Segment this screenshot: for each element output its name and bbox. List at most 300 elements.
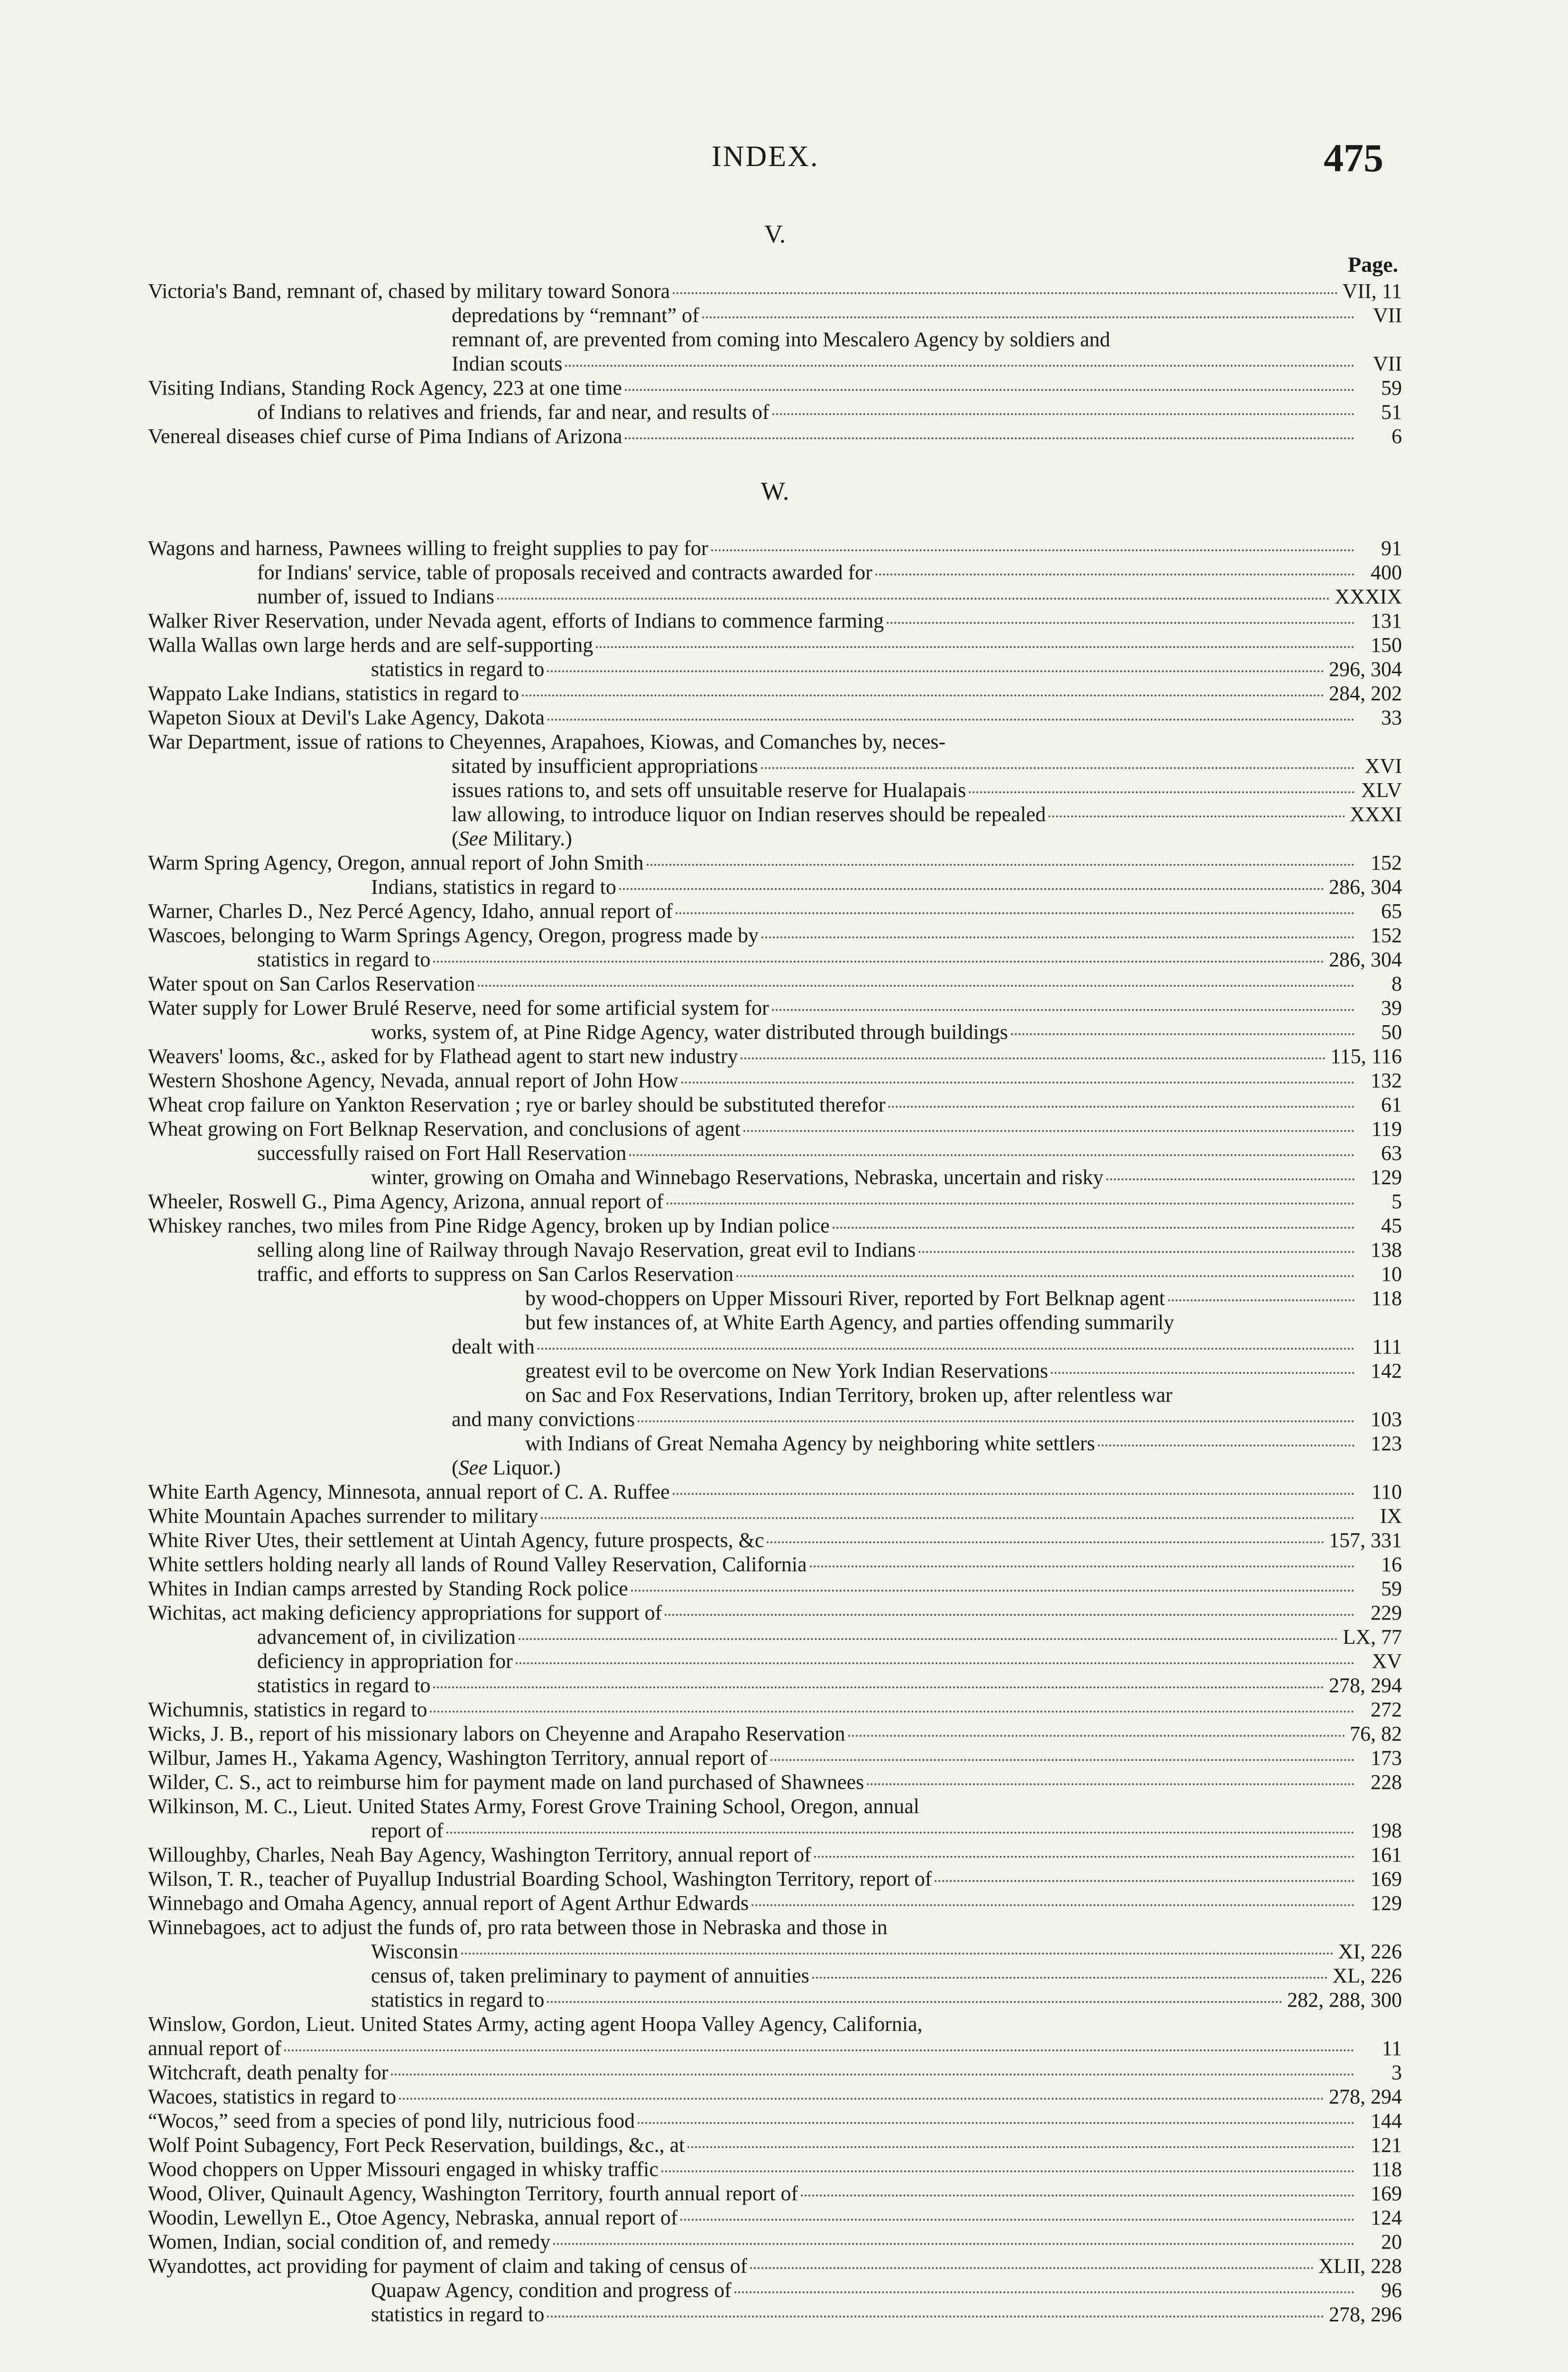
dot-leader xyxy=(1106,1178,1355,1180)
entry-page: 61 xyxy=(1381,1093,1402,1116)
entry-text: sitated by insufficient appropriations xyxy=(452,754,758,778)
entry-page: 198 xyxy=(1371,1819,1402,1842)
entry-page: 5 xyxy=(1392,1190,1402,1213)
entry-page: 3 xyxy=(1392,2061,1402,2084)
dot-leader xyxy=(430,1711,1355,1713)
see-target: Military.) xyxy=(492,827,572,850)
entry-text: Winnebagoes, act to adjust the funds of, pro rata between those in Nebraska and those in xyxy=(148,1916,888,1939)
index-entry xyxy=(148,1891,1402,1915)
index-entry xyxy=(148,1528,1402,1552)
entry-page: 115, 116 xyxy=(1330,1045,1402,1068)
index-entry xyxy=(148,1915,1402,1964)
entry-page: 111 xyxy=(1372,1335,1402,1358)
entry-page: 50 xyxy=(1381,1020,1402,1044)
entry-page: 286, 304 xyxy=(1329,875,1402,899)
dot-leader xyxy=(631,1590,1355,1592)
entry-page: 173 xyxy=(1371,1746,1402,1770)
dot-leader xyxy=(812,1977,1328,1979)
entry-text: selling along line of Railway through Navajo Reservation, great evil to Indians xyxy=(257,1238,916,1261)
index-entry xyxy=(148,1649,1402,1673)
index-entry xyxy=(148,923,1402,947)
index-entry xyxy=(148,1383,1402,1431)
entry-page: 129 xyxy=(1371,1891,1402,1915)
index-entry xyxy=(148,1262,1402,1286)
entry-text: Walla Wallas own large herds and are self-supporting xyxy=(148,633,594,657)
index-entry xyxy=(148,1141,1402,1165)
entry-page: 10 xyxy=(1381,1262,1402,1286)
entry-text: Victoria's Band, remnant of, chased by military toward Sonora xyxy=(148,279,670,303)
section-letter: V. xyxy=(764,220,786,248)
dot-leader xyxy=(1098,1445,1355,1446)
index-entry xyxy=(148,778,1402,802)
entry-text: Wheat crop failure on Yankton Reservation ; rye or barley should be substituted therefor xyxy=(148,1093,886,1116)
entry-text: Water supply for Lower Brulé Reserve, need for some artificial system for xyxy=(148,996,769,1019)
entry-page: 91 xyxy=(1381,537,1402,560)
entry-page: 59 xyxy=(1381,1577,1402,1600)
entry-page: VII, 11 xyxy=(1342,279,1402,303)
entry-text: with Indians of Great Nemaha Agency by neighboring white settlers xyxy=(525,1432,1095,1455)
index-entry xyxy=(148,1431,1402,1455)
dot-leader xyxy=(801,2195,1355,2196)
index-entry xyxy=(148,279,1402,303)
entry-page: 59 xyxy=(1381,376,1402,399)
entry-text: Wicks, J. B., report of his missionary labors on Cheyenne and Arapaho Reservation xyxy=(148,1722,845,1745)
index-section xyxy=(148,217,1402,448)
index-entry xyxy=(148,1286,1402,1310)
entry-text: depredations by “remnant” of xyxy=(452,304,699,327)
dot-leader xyxy=(750,2267,1314,2269)
entry-page: LX, 77 xyxy=(1343,1625,1402,1649)
dot-leader xyxy=(702,316,1355,318)
entry-page: 169 xyxy=(1371,2182,1402,2205)
entry-page: VII xyxy=(1373,352,1402,375)
index-entry xyxy=(148,1504,1402,1528)
entry-text: report of xyxy=(371,1819,444,1842)
index-entry xyxy=(148,1455,1402,1480)
index-entry xyxy=(148,1310,1402,1359)
dot-leader xyxy=(867,1783,1355,1785)
entry-text: advancement of, in civilization xyxy=(257,1625,516,1649)
entry-page: XV xyxy=(1372,1649,1402,1673)
see-word: See xyxy=(458,827,488,850)
index-entry xyxy=(148,730,1402,778)
entry-page: 8 xyxy=(1392,972,1402,995)
index-entry xyxy=(148,1601,1402,1625)
dot-leader xyxy=(553,2243,1355,2245)
entry-text: “Wocos,” seed from a species of pond lily, nutricious food xyxy=(148,2109,635,2132)
entry-page: 96 xyxy=(1381,2279,1402,2302)
entry-text: Wascoes, belonging to Warm Springs Agency, Oregon, progress made by xyxy=(148,924,759,947)
dot-leader xyxy=(687,2146,1355,2148)
dot-leader xyxy=(875,574,1355,575)
entry-text: Warm Spring Agency, Oregon, annual report of John Smith xyxy=(148,851,644,874)
index-entry xyxy=(148,1165,1402,1189)
entry-text: Venereal diseases chief curse of Pima Indians of Arizona xyxy=(148,425,622,448)
entry-page: 169 xyxy=(1371,1867,1402,1890)
dot-leader xyxy=(935,1880,1355,1882)
dot-leader xyxy=(541,1517,1355,1519)
index-entry xyxy=(148,972,1402,996)
entry-text: on Sac and Fox Reservations, Indian Territory, broken up, after relentless war xyxy=(525,1383,1173,1407)
entry-page: 103 xyxy=(1371,1408,1402,1431)
dot-leader xyxy=(810,1566,1355,1567)
dot-leader xyxy=(761,767,1355,769)
dot-leader xyxy=(1048,815,1345,817)
entry-text: Woodin, Lewellyn E., Otoe Agency, Nebraska, annual report of xyxy=(148,2206,678,2229)
entry-text: number of, issued to Indians xyxy=(257,585,494,608)
index-entry xyxy=(148,424,1402,448)
entry-page: 286, 304 xyxy=(1329,948,1402,971)
dot-leader xyxy=(461,1953,1334,1955)
entry-page: 16 xyxy=(1381,1553,1402,1576)
index-entry xyxy=(148,2254,1402,2278)
dot-leader xyxy=(736,1275,1355,1277)
dot-leader xyxy=(711,549,1355,551)
entry-text: Wood choppers on Upper Missouri engaged in whisky traffic xyxy=(148,2158,659,2181)
dot-leader xyxy=(681,1082,1355,1084)
index-entry xyxy=(148,947,1402,972)
entry-page: XL, 226 xyxy=(1332,1964,1402,1987)
entry-text: Weavers' looms, &c., asked for by Flathead agent to start new industry xyxy=(148,1045,738,1068)
dot-leader xyxy=(433,1686,1324,1688)
entry-page: XLV xyxy=(1361,778,1402,802)
index-entry xyxy=(148,2205,1402,2230)
dot-leader xyxy=(741,1057,1326,1059)
index-entry xyxy=(148,1093,1402,1117)
index-entry xyxy=(148,1044,1402,1068)
entry-page: 278, 294 xyxy=(1329,1674,1402,1697)
entry-page: 124 xyxy=(1371,2206,1402,2229)
entry-text: Visiting Indians, Standing Rock Agency, 223 at one time xyxy=(148,376,622,399)
entry-text: Wagons and harness, Pawnees willing to freight supplies to pay for xyxy=(148,537,708,560)
entry-page: 138 xyxy=(1371,1238,1402,1261)
index-entry xyxy=(148,376,1402,400)
entry-page: 296, 304 xyxy=(1329,658,1402,681)
entry-text: Wheeler, Roswell G., Pima Agency, Arizona, annual report of xyxy=(148,1190,664,1213)
index-entry xyxy=(148,1480,1402,1504)
index-entry xyxy=(148,1843,1402,1867)
index-entry xyxy=(148,1770,1402,1794)
index-entry xyxy=(148,705,1402,730)
index-content xyxy=(148,217,1402,2326)
entry-text: Wacoes, statistics in regard to xyxy=(148,2085,397,2108)
dot-leader xyxy=(743,1130,1355,1132)
page-column-label: Page. xyxy=(1347,252,1398,277)
entry-page: 157, 331 xyxy=(1329,1529,1402,1552)
dot-leader xyxy=(433,961,1324,963)
entry-page: 51 xyxy=(1381,400,1402,424)
index-entry xyxy=(148,633,1402,657)
entry-page: 129 xyxy=(1371,1166,1402,1189)
dot-leader xyxy=(619,888,1324,890)
index-entry xyxy=(148,996,1402,1020)
entry-page: 39 xyxy=(1381,996,1402,1019)
entry-page: 161 xyxy=(1371,1843,1402,1866)
section-letter: W. xyxy=(761,477,789,505)
index-entry xyxy=(148,327,1402,376)
entry-text: Wichumnis, statistics in regard to xyxy=(148,1698,427,1721)
entry-text: and many convictions xyxy=(452,1408,635,1431)
dot-leader xyxy=(676,912,1355,914)
entry-page: 131 xyxy=(1371,609,1402,632)
entry-text: statistics in regard to xyxy=(257,1674,431,1697)
dot-leader xyxy=(814,1856,1355,1858)
entry-text: law allowing, to introduce liquor on Indian reserves should be repealed xyxy=(452,803,1046,826)
index-entry xyxy=(148,1867,1402,1891)
index-entry xyxy=(148,1238,1402,1262)
index-entry xyxy=(148,1020,1402,1044)
entry-text: dealt with xyxy=(452,1335,535,1358)
entry-page: 282, 288, 300 xyxy=(1287,1988,1402,2011)
entry-page: 76, 82 xyxy=(1350,1722,1402,1745)
entry-text: Wilbur, James H., Yakama Agency, Washington Territory, annual report of xyxy=(148,1746,768,1770)
dot-leader xyxy=(665,1614,1355,1616)
dot-leader xyxy=(478,985,1355,987)
dot-leader xyxy=(547,719,1355,721)
dot-leader xyxy=(848,1735,1345,1737)
entry-text: White Earth Agency, Minnesota, annual report of C. A. Ruffee xyxy=(148,1480,670,1503)
entry-page: IX xyxy=(1380,1504,1402,1528)
entry-page: XVI xyxy=(1364,754,1402,778)
page-number: 475 xyxy=(1324,136,1383,180)
entry-text: Indians, statistics in regard to xyxy=(371,875,616,899)
dot-leader xyxy=(887,622,1355,624)
dot-leader xyxy=(516,1662,1355,1664)
dot-leader xyxy=(767,1541,1324,1543)
entry-page: XXXIX xyxy=(1335,585,1402,608)
entry-page: 150 xyxy=(1371,633,1402,657)
entry-text: Whiskey ranches, two miles from Pine Ridge Agency, broken up by Indian police xyxy=(148,1214,830,1237)
index-entry xyxy=(148,1068,1402,1093)
entry-text: deficiency in appropriation for xyxy=(257,1649,513,1673)
index-entry xyxy=(148,2012,1402,2060)
index-entry xyxy=(148,1576,1402,1601)
dot-leader xyxy=(772,413,1355,415)
entry-page: 118 xyxy=(1371,2158,1402,2181)
entry-text: of Indians to relatives and friends, far and near, and results of xyxy=(257,400,770,424)
dot-leader xyxy=(680,2219,1355,2221)
entry-text: by wood-choppers on Upper Missouri River, reported by Fort Belknap agent xyxy=(525,1287,1165,1310)
entry-page: 152 xyxy=(1371,851,1402,874)
entry-text: statistics in regard to xyxy=(371,1988,545,2011)
entry-text: Indian scouts xyxy=(452,352,563,375)
index-entry xyxy=(148,681,1402,705)
index-entry xyxy=(148,2278,1402,2302)
entry-text: Wood, Oliver, Quinault Agency, Washington Territory, fourth annual report of xyxy=(148,2182,798,2205)
index-entry xyxy=(148,1697,1402,1722)
dot-leader xyxy=(667,1203,1355,1205)
dot-leader xyxy=(1011,1033,1355,1035)
dot-leader xyxy=(497,598,1330,600)
entry-text: statistics in regard to xyxy=(371,2303,545,2326)
dot-leader xyxy=(625,389,1355,391)
index-entry xyxy=(148,400,1402,424)
entry-text: Warner, Charles D., Nez Percé Agency, Idaho, annual report of xyxy=(148,899,673,923)
index-entry xyxy=(148,1746,1402,1770)
index-entry xyxy=(148,1794,1402,1843)
entry-page: XLII, 228 xyxy=(1318,2254,1402,2278)
index-entry xyxy=(148,303,1402,327)
index-entry xyxy=(148,802,1402,826)
dot-leader xyxy=(919,1251,1355,1253)
entry-text: Western Shoshone Agency, Nevada, annual report of John How xyxy=(148,1069,678,1092)
dot-leader xyxy=(761,936,1355,938)
index-entry xyxy=(148,851,1402,875)
entry-text: Wilkinson, M. C., Lieut. United States Army, Forest Grove Training School, Oregon, annual xyxy=(148,1795,919,1818)
dot-leader xyxy=(399,2098,1324,2100)
entry-text: Wyandottes, act providing for payment of claim and taking of census of xyxy=(148,2254,748,2278)
index-entry xyxy=(148,1214,1402,1238)
entry-text: statistics in regard to xyxy=(257,948,431,971)
entry-page: 152 xyxy=(1371,924,1402,947)
entry-text: greatest evil to be overcome on New York Indian Reservations xyxy=(525,1359,1048,1382)
index-entry xyxy=(148,1673,1402,1697)
entry-text: Wappato Lake Indians, statistics in regard to xyxy=(148,682,520,705)
entry-text: Women, Indian, social condition of, and remedy xyxy=(148,2230,551,2253)
dot-leader xyxy=(596,646,1355,648)
dot-leader xyxy=(284,2049,1355,2051)
entry-text: remnant of, are prevented from coming into Mescalero Agency by soldiers and xyxy=(452,328,1110,351)
entry-page: 20 xyxy=(1381,2230,1402,2253)
dot-leader xyxy=(661,2170,1355,2172)
entry-page: 65 xyxy=(1381,899,1402,923)
see-word: See xyxy=(458,1456,488,1479)
dot-leader xyxy=(625,437,1355,439)
entry-page: 284, 202 xyxy=(1329,682,1402,705)
entry-page: 110 xyxy=(1371,1480,1402,1503)
entry-text: for Indians' service, table of proposals received and contracts awarded for xyxy=(257,561,872,584)
entry-text: Whites in Indian camps arrested by Standing Rock police xyxy=(148,1577,628,1600)
entry-text: Wilson, T. R., teacher of Puyallup Industrial Boarding School, Washington Territory, report of xyxy=(148,1867,932,1890)
dot-leader xyxy=(1168,1299,1355,1301)
dot-leader xyxy=(446,1832,1355,1834)
entry-text: winter, growing on Omaha and Winnebago Reservations, Nebraska, uncertain and risky xyxy=(371,1166,1104,1189)
entry-text: statistics in regard to xyxy=(371,658,545,681)
index-entry xyxy=(148,826,1402,851)
index-entry xyxy=(148,875,1402,899)
entry-page: 118 xyxy=(1371,1287,1402,1310)
index-entry xyxy=(148,2060,1402,2085)
dot-leader xyxy=(770,1759,1355,1761)
entry-page: XXXI xyxy=(1350,803,1402,826)
index-entry xyxy=(148,2302,1402,2326)
index-entry xyxy=(148,899,1402,923)
dot-leader xyxy=(538,1348,1355,1350)
entry-text: White settlers holding nearly all lands of Round Valley Reservation, California xyxy=(148,1553,807,1576)
entry-page: 132 xyxy=(1371,1069,1402,1092)
dot-leader xyxy=(547,2001,1282,2003)
index-entry xyxy=(148,2157,1402,2181)
dot-leader xyxy=(673,1493,1355,1495)
entry-text: works, system of, at Pine Ridge Agency, water distributed through buildings xyxy=(371,1020,1008,1044)
entry-page: 11 xyxy=(1382,2037,1402,2060)
dot-leader xyxy=(629,1154,1355,1156)
entry-text: Wichitas, act making deficiency appropriations for support of xyxy=(148,1601,662,1624)
index-entry xyxy=(148,609,1402,633)
entry-text: census of, taken preliminary to payment of annuities xyxy=(371,1964,809,1987)
entry-page: 63 xyxy=(1381,1141,1402,1165)
entry-text: Wilder, C. S., act to reimburse him for payment made on land purchased of Shawnees xyxy=(148,1770,864,1794)
dot-leader xyxy=(547,670,1324,672)
index-entry xyxy=(148,2230,1402,2254)
entry-page: 6 xyxy=(1392,425,1402,448)
entry-text: Water spout on San Carlos Reservation xyxy=(148,972,475,995)
entry-text: White Mountain Apaches surrender to military xyxy=(148,1504,538,1528)
entry-text: annual report of xyxy=(148,2037,281,2060)
entry-page: 45 xyxy=(1381,1214,1402,1237)
see-reference: (See Liquor.) xyxy=(452,1456,561,1479)
entry-page: 229 xyxy=(1371,1601,1402,1624)
index-entry xyxy=(148,1625,1402,1649)
dot-leader xyxy=(752,1904,1355,1906)
entry-page: 400 xyxy=(1371,561,1402,584)
entry-page: 33 xyxy=(1381,706,1402,729)
entry-text: White River Utes, their settlement at Uintah Agency, future prospects, &c xyxy=(148,1529,764,1552)
entry-page: 119 xyxy=(1371,1117,1402,1140)
dot-leader xyxy=(772,1009,1355,1011)
index-entry xyxy=(148,584,1402,609)
dot-leader xyxy=(638,1420,1355,1422)
dot-leader xyxy=(565,365,1355,367)
index-section xyxy=(148,474,1402,2326)
entry-text: but few instances of, at White Earth Agency, and parties offending summarily xyxy=(525,1311,1174,1334)
entry-page: 278, 294 xyxy=(1329,2085,1402,2108)
see-target: Liquor.) xyxy=(492,1456,561,1479)
entry-page: 123 xyxy=(1371,1432,1402,1455)
index-entry xyxy=(148,560,1402,584)
index-entry xyxy=(148,1189,1402,1214)
dot-leader xyxy=(734,2291,1355,2293)
see-reference: (See Military.) xyxy=(452,827,572,850)
entry-page: XI, 226 xyxy=(1338,1940,1402,1963)
dot-leader xyxy=(391,2074,1355,2076)
dot-leader xyxy=(547,2316,1324,2317)
entry-text: Winslow, Gordon, Lieut. United States Army, acting agent Hoopa Valley Agency, California, xyxy=(148,2012,923,2036)
index-entry xyxy=(148,1552,1402,1576)
entry-text: Witchcraft, death penalty for xyxy=(148,2061,389,2084)
index-entry xyxy=(148,657,1402,681)
index-entry xyxy=(148,2085,1402,2109)
entry-page: 144 xyxy=(1371,2109,1402,2132)
dot-leader xyxy=(522,695,1324,696)
entry-text: Wolf Point Subagency, Fort Peck Reservation, buildings, &c., at xyxy=(148,2133,685,2157)
entry-text: Willoughby, Charles, Neah Bay Agency, Washington Territory, annual report of xyxy=(148,1843,811,1866)
entry-page: VII xyxy=(1373,304,1402,327)
index-entry xyxy=(148,2133,1402,2157)
entry-text: Winnebago and Omaha Agency, annual report of Agent Arthur Edwards xyxy=(148,1891,749,1915)
dot-leader xyxy=(519,1638,1338,1640)
index-entry xyxy=(148,2181,1402,2205)
entry-page: 142 xyxy=(1371,1359,1402,1382)
index-entry xyxy=(148,1359,1402,1383)
entry-text: Wisconsin xyxy=(371,1940,458,1963)
entry-text: Quapaw Agency, condition and progress of xyxy=(371,2279,732,2302)
entry-text: Wapeton Sioux at Devil's Lake Agency, Dakota xyxy=(148,706,545,729)
entry-page: 272 xyxy=(1371,1698,1402,1721)
dot-leader xyxy=(647,864,1355,866)
index-entry xyxy=(148,1722,1402,1746)
dot-leader xyxy=(833,1227,1355,1229)
index-entry xyxy=(148,2109,1402,2133)
index-entry xyxy=(148,1964,1402,1988)
entry-text: successfully raised on Fort Hall Reservation xyxy=(257,1141,627,1165)
page-title: INDEX. xyxy=(712,140,819,173)
dot-leader xyxy=(969,791,1355,793)
entry-text: Wheat growing on Fort Belknap Reservation, and conclusions of agent xyxy=(148,1117,741,1140)
dot-leader xyxy=(673,292,1337,294)
index-entry xyxy=(148,1988,1402,2012)
dot-leader xyxy=(1051,1372,1355,1374)
